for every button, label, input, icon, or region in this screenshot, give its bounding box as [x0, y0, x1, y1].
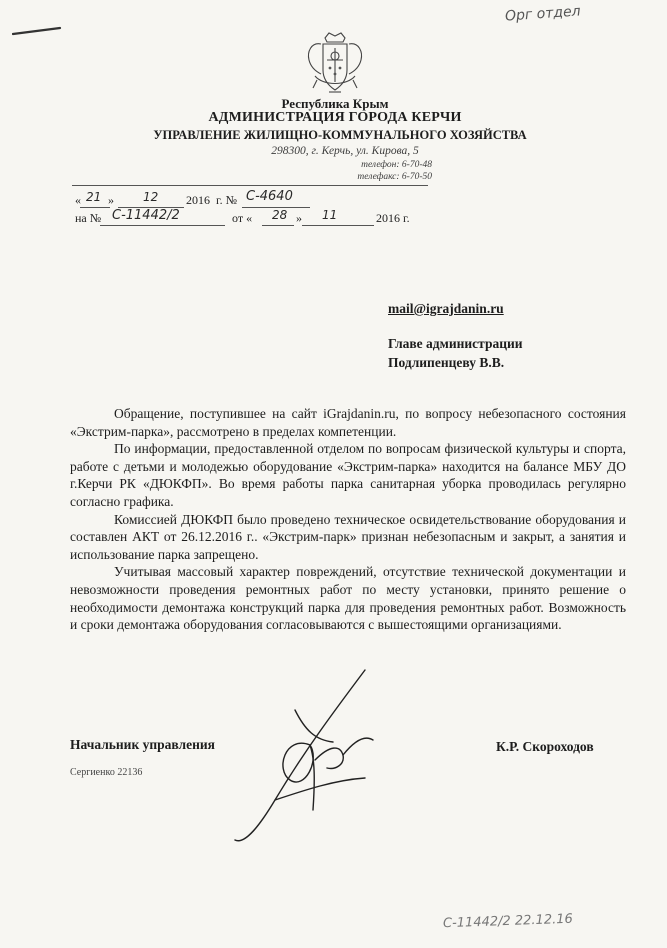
reference-number-underline: [100, 225, 225, 226]
corner-handwritten-note: Орг отдел: [504, 3, 582, 25]
pen-stroke-mark: [12, 25, 62, 37]
recipient-email: mail@igrajdanin.ru: [388, 301, 504, 316]
address-line: 298300, г. Керчь, ул. Кирова, 5: [271, 145, 419, 157]
phone-line: телефон: 6-70-48: [361, 160, 432, 170]
date-month: 12: [143, 190, 159, 204]
bottom-handwritten-note: С-11442/2 22.12.16: [442, 911, 574, 932]
reference-year: 2016 г.: [376, 211, 410, 225]
date-open-quote: «: [75, 193, 81, 207]
reference-day: 28: [272, 208, 288, 222]
date-close-quote: »: [108, 193, 114, 207]
recipient-title: Главе администрации: [388, 336, 523, 351]
reference-label: на №: [75, 211, 102, 225]
date-year: 2016: [186, 193, 210, 207]
outgoing-number: С-4640: [246, 189, 293, 204]
reference-number: С-11442/2: [112, 208, 180, 223]
coat-of-arms-emblem: [303, 30, 367, 96]
republic-name: Республика Крым: [281, 96, 389, 111]
handwritten-signature: [215, 650, 405, 850]
recipient-name: Подлипенцеву В.В.: [388, 355, 505, 370]
fax-line: телефакс: 6-70-50: [357, 172, 432, 182]
department-name: УПРАВЛЕНИЕ ЖИЛИЩНО-КОММУНАЛЬНОГО ХОЗЯЙСТВА: [153, 128, 527, 142]
letter-body: [70, 405, 626, 634]
signatory-title: Начальник управления: [70, 737, 215, 752]
executor-line: Сергиенко 22136: [70, 767, 143, 778]
header-divider: [72, 185, 428, 186]
reference-month-underline: [302, 225, 374, 226]
paragraph-3: Комиссией ДЮКФП было проведено техническое освидетельствование оборудования и составлен АКТ от 26.12.2016 г.. «Экстрим-парк» признан небезопасным и закрыт, а занятия и использование парка запрещено.: [70, 511, 626, 562]
reference-close-quote: »: [296, 211, 302, 225]
outgoing-number-label: г. №: [216, 193, 238, 207]
paragraph-2: По информации, предоставленной отделом по вопросам физической культуры и спорта, работе с детьми и молодежью оборудование «Экстрим-парка» находится на балансе МБУ ДО г.Керчи РК «ДЮКФП». Во время работы парка санитарная уборка проводилась регулярно согласно графика.: [70, 441, 626, 509]
date-day: 21: [86, 190, 102, 204]
administration-name: АДМИНИСТРАЦИЯ ГОРОДА КЕРЧИ: [208, 110, 462, 125]
paragraph-4: Учитывая массовый характер повреждений, отсутствие технической документации и невозможности проведения ремонтных работ по месту установки, принято решение о необходимости демонтажа конструкций парка для проведения ремонтных работ. Возможность и сроки демонтажа оборудования согласовываются с вышестоящими организациями.: [70, 564, 626, 633]
paragraph-1: Обращение, поступившее на сайт iGrajdanin.ru, по вопросу небезопасного состояния «Экстрим-парка», рассмотрено в пределах компетенции.: [70, 406, 626, 439]
date-day-underline: [80, 207, 110, 208]
reference-from-label: от «: [232, 211, 253, 225]
reference-month: 11: [322, 208, 338, 222]
signatory-name: К.Р. Скороходов: [496, 739, 594, 754]
reference-day-underline: [262, 225, 294, 226]
